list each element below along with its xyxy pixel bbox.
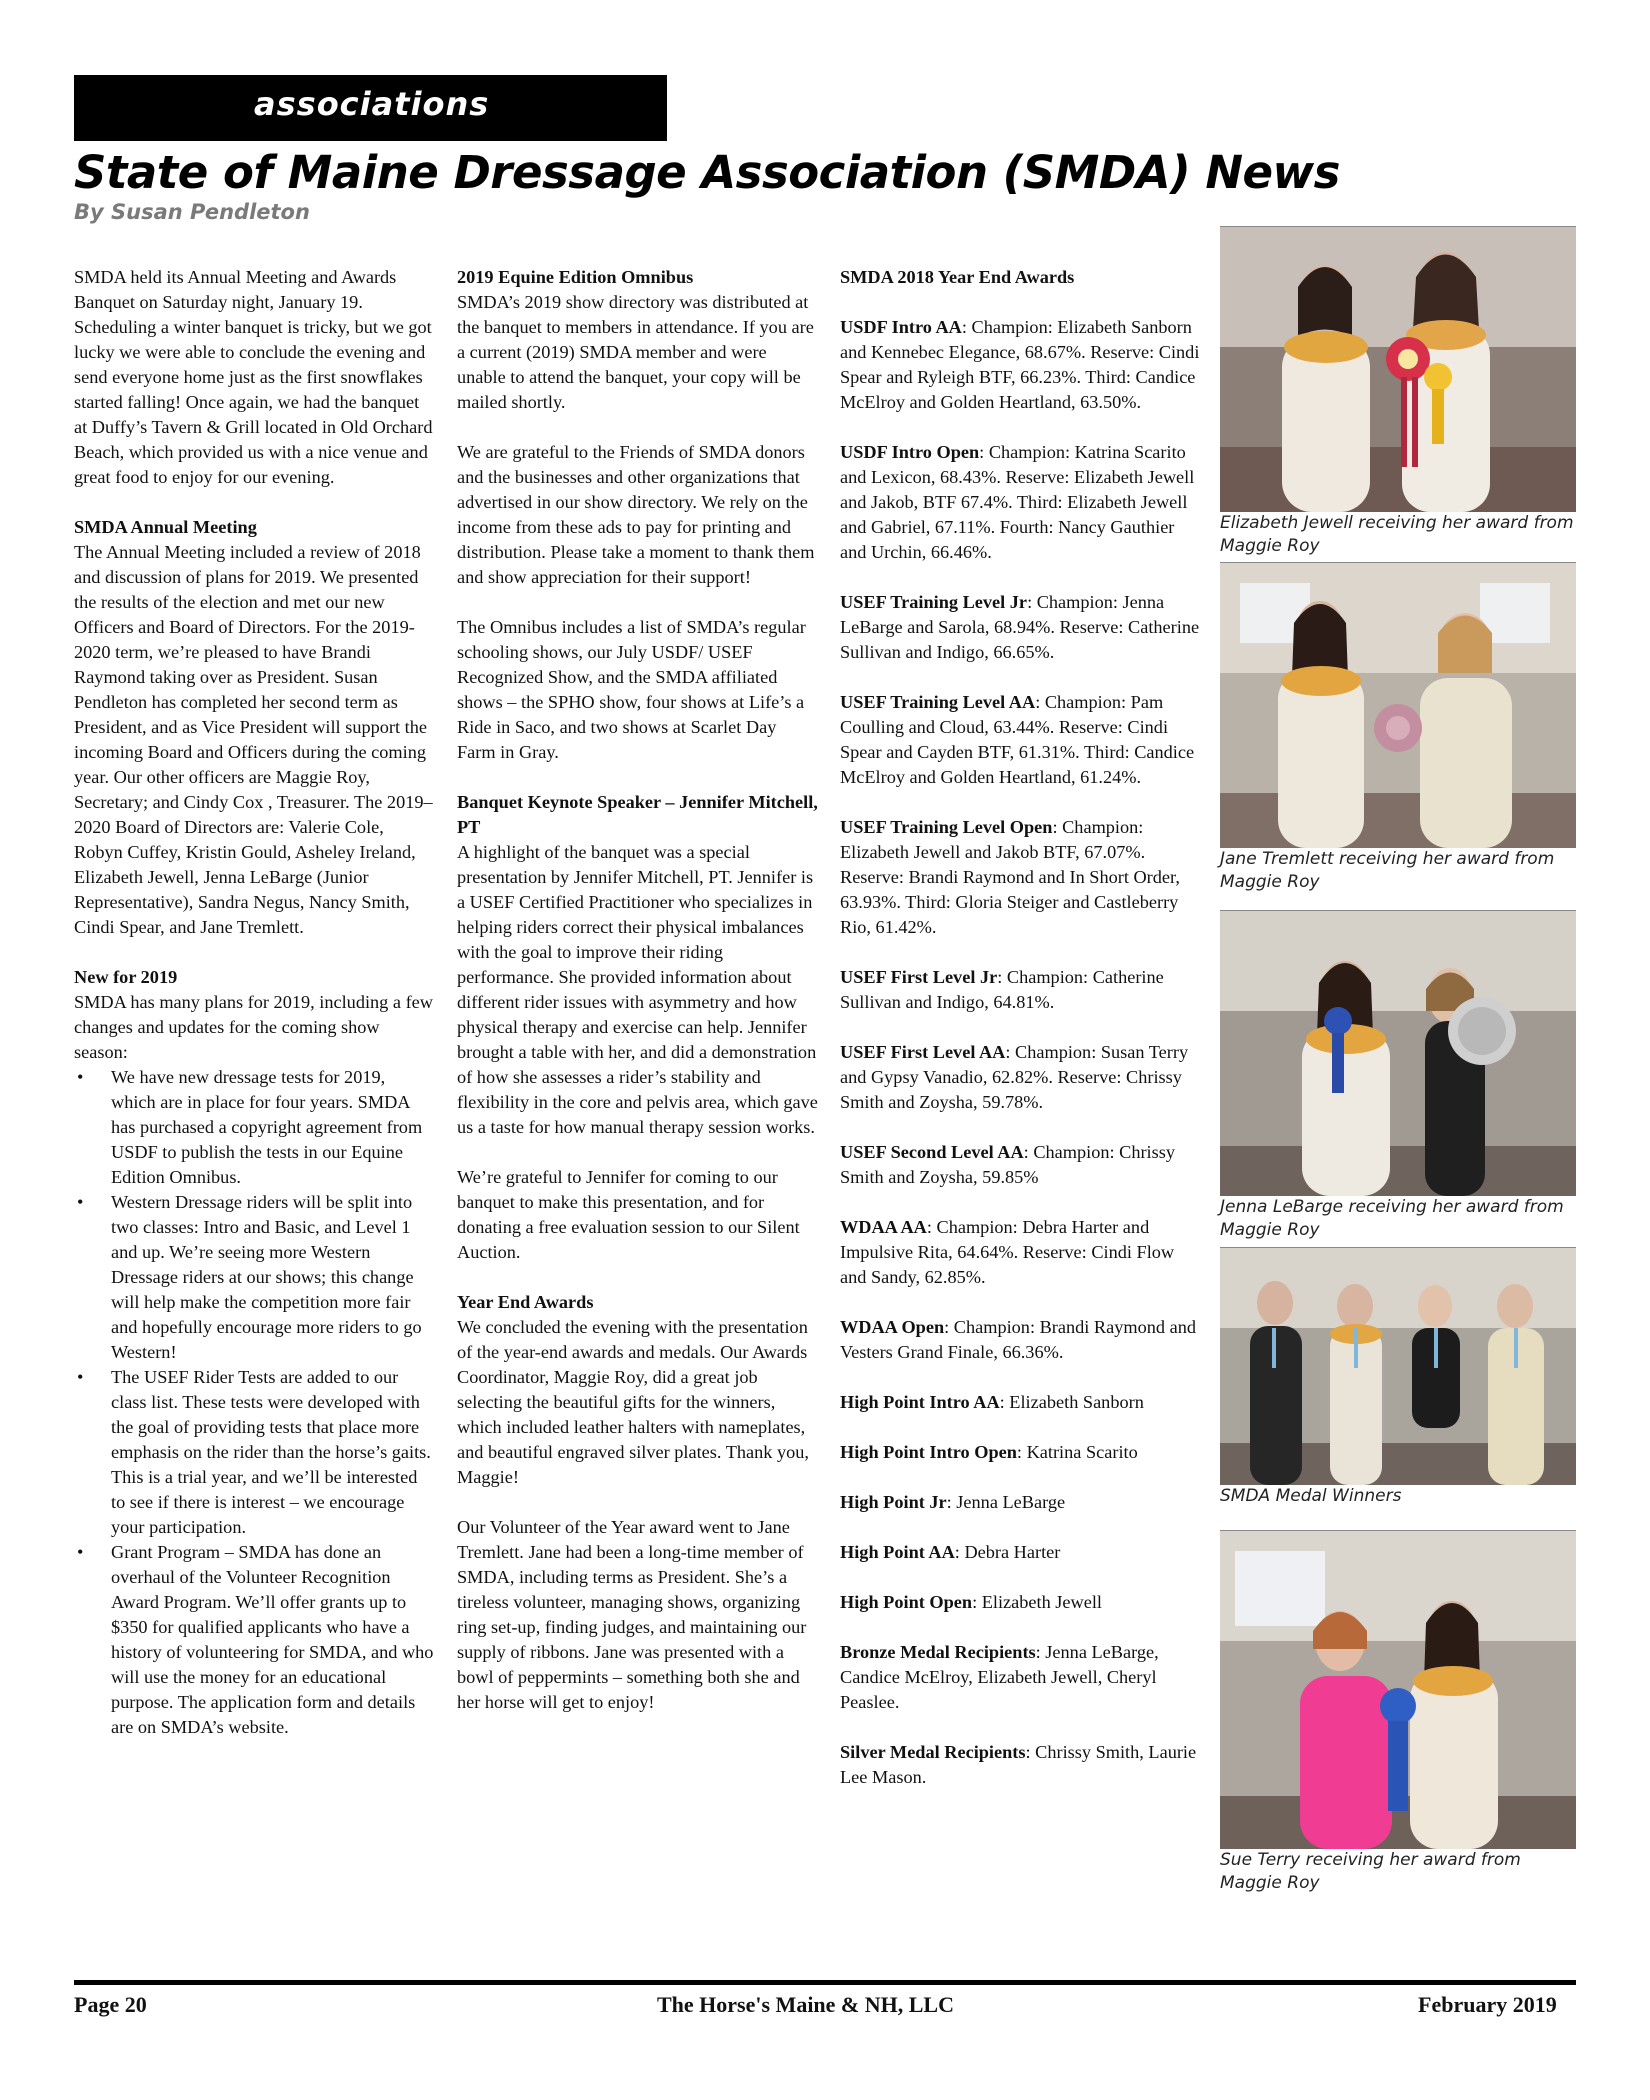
omnibus-list-paragraph: The Omnibus includes a list of SMDA’s regular schooling shows, our July USDF/ USEF Recognized Show, and the SMDA affiliated shows – the SPHO show, four shows at Life’s a Ride in Saco, and two shows at Scarlet Day Farm in Gray. [457,617,806,762]
column-3 [840,265,1202,1815]
keynote-thanks-paragraph: We’re grateful to Jennifer for coming to our banquet to make this presentation, and for donating a free evaluation session to our Silent Auction. [457,1167,800,1262]
high-point-entry: High Point Open: Elizabeth Jewell [840,1592,1103,1612]
high-point-entry: High Point AA: Debra Harter [840,1542,1061,1562]
keynote-paragraph: A highlight of the banquet was a special presentation by Jennifer Mitchell, PT. Jennifer is a USEF Certified Practitioner who specializes in helping riders correct their physical imbalances with the goal to improve their riding performance. She provided information about different rider issues with asymmetry and how physical therapy and exercise can help. Jennifer brought a table with her, and did a demonstration of how she assesses a rider’s stability and flexibility in the core and pelvis area, which gave us a taste for how manual therapy session works. [457,842,818,1137]
column-2 [457,265,819,1740]
annual-meeting-heading: SMDA Annual Meeting [74,517,257,537]
photo-caption: Jenna LeBarge receiving her award from Maggie Roy [1220,1197,1564,1240]
photo-tremlett-award [1220,562,1576,848]
photo-caption: Elizabeth Jewell receiving her award from Maggie Roy [1220,513,1574,556]
plans-list [74,1065,434,1740]
award-entry: USEF Training Level Open: Champion: Elizabeth Jewell and Jakob BTF, 67.07%. Reserve: Brandi Raymond and In Short Order, 63.93%. Third: Gloria Steiger and Castleberry Rio, 61.42%. [840,817,1180,937]
byline: By Susan Pendleton [74,200,310,224]
list-item: • Grant Program – SMDA has done an overhaul of the Volunteer Recognition Award Program. We’ll offer grants up to $350 for qualified applicants who have a history of volunteering for SMDA, and who will use the money for an educational purpose. The application form and details are on SMDA’s website. [74,1540,434,1740]
award-entry: USEF First Level Jr: Champion: Catherine Sullivan and Indigo, 64.81%. [840,967,1164,1012]
annual-meeting-paragraph: The Annual Meeting included a review of 2018 and discussion of plans for 2019. We presented the results of the election and met our new Officers and Board of Directors. For the 2019-2020 term, we’re pleased to have Brandi Raymond taking over as President. Susan Pendleton has completed her second term as President, and as Vice President will support the incoming Board and Officers during the coming year. Our other officers are Maggie Roy, Secretary; and Cindy Cox , Treasurer. The 2019–2020 Board of Directors are: Valerie Cole, Robyn Cuffey, Kristin Gould, Asheley Ireland, Elizabeth Jewell, Jenna LeBarge (Junior Representative), Sandra Negus, Nancy Smith, Cindi Spear, and Jane Tremlett. [74,542,433,937]
sponsors-paragraph: We are grateful to the Friends of SMDA donors and the businesses and other organizations that advertised in our show directory. We rely on the income from these ads to pay for printing and distribution. Please take a moment to thank them and show appreciation for their support! [457,442,815,587]
photo-caption: SMDA Medal Winners [1220,1486,1402,1506]
list-item: • Western Dressage riders will be split into two classes: Intro and Basic, and Level 1 and up. We’re seeing more Western Dressage riders at our shows; this change will help make the competition more fair and hopefully encourage more riders to go Western! [74,1190,434,1365]
award-entry: WDAA AA: Champion: Debra Harter and Impulsive Rita, 64.64%. Reserve: Cindi Flow and Sandy, 62.85%. [840,1217,1175,1287]
article-headline: State of Maine Dressage Association (SMDA) News [74,146,1340,199]
new-for-2019-heading: New for 2019 [74,967,178,987]
keynote-heading: Banquet Keynote Speaker – Jennifer Mitchell, PT [457,792,818,837]
issue-date: February 2019 [1418,1992,1557,2017]
award-entry: USEF First Level AA: Champion: Susan Terry and Gypsy Vanadio, 62.82%. Reserve: Chrissy Smith and Zoysha, 59.78%. [840,1042,1189,1112]
photo-caption: Sue Terry receiving her award from Maggie Roy [1220,1850,1521,1893]
high-point-entry: High Point Intro Open: Katrina Scarito [840,1442,1138,1462]
photo-jewell-award [1220,226,1576,512]
photo-caption: Jane Tremlett receiving her award from Maggie Roy [1220,849,1555,892]
section-label: associations [254,85,490,123]
page-number: Page 20 [74,1992,147,2017]
award-entry: USEF Second Level AA: Champion: Chrissy Smith and Zoysha, 59.85% [840,1142,1176,1187]
new-for-2019-intro: SMDA has many plans for 2019, including a few changes and updates for the coming show season: [74,992,433,1062]
award-entry: USEF Training Level Jr: Champion: Jenna LeBarge and Sarola, 68.94%. Reserve: Catherine Sullivan and Indigo, 66.65%. [840,592,1200,662]
photo-terry-award [1220,1530,1576,1849]
year-end-awards-paragraph: We concluded the evening with the presentation of the year-end awards and medals. Our Awards Coordinator, Maggie Roy, did a great job selecting the beautiful gifts for the winners, which included leather halters with nameplates, and beautiful engraved silver plates. Thank you, Maggie! [457,1317,809,1487]
photo-medal-winners [1220,1247,1576,1485]
bronze-medal-entry: Bronze Medal Recipients: Jenna LeBarge, Candice McElroy, Elizabeth Jewell, Cheryl Peaslee. [840,1642,1159,1712]
award-entry: USEF Training Level AA: Champion: Pam Coulling and Cloud, 63.44%. Reserve: Cindi Spear and Cayden BTF, 61.31%. Third: Candice McElroy and Golden Heartland, 61.24%. [840,692,1195,787]
award-entry: WDAA Open: Champion: Brandi Raymond and Vesters Grand Finale, 66.36%. [840,1317,1196,1362]
section-banner [74,75,667,141]
volunteer-paragraph: Our Volunteer of the Year award went to Jane Tremlett. Jane had been a long-time member of SMDA, including terms as President. She’s a tireless volunteer, managing shows, organizing ring set-up, finding judges, and maintaining our supply of ribbons. Jane was presented with a bowl of peppermints – something both she and her horse will get to enjoy! [457,1517,807,1712]
footer-rule [74,1980,1576,1985]
awards-list-heading: SMDA 2018 Year End Awards [840,267,1075,287]
omnibus-heading: 2019 Equine Edition Omnibus [457,267,694,287]
intro-paragraph: SMDA held its Annual Meeting and Awards Banquet on Saturday night, January 19. Scheduling a winter banquet is tricky, but we got lucky we were able to conclude the evening and send everyone home just as the first snowflakes started falling! Once again, we had the banquet at Duffy’s Tavern & Grill located in Old Orchard Beach, which provided us with a nice venue and great food to enjoy for our evening. [74,267,433,487]
omnibus-paragraph: SMDA’s 2019 show directory was distributed at the banquet to members in attendance. If you are a current (2019) SMDA member and were unable to attend the banquet, your copy will be mailed shortly. [457,292,814,412]
award-entry: USDF Intro Open: Champion: Katrina Scarito and Lexicon, 68.43%. Reserve: Elizabeth Jewell and Jakob, BTF 67.4%. Third: Elizabeth Jewell and Gabriel, 67.11%. Fourth: Nancy Gauthier and Urchin, 66.46%. [840,442,1195,562]
photo-lebarge-award [1220,910,1576,1196]
silver-medal-entry: Silver Medal Recipients: Chrissy Smith, Laurie Lee Mason. [840,1742,1197,1787]
high-point-entry: High Point Jr: Jenna LeBarge [840,1492,1066,1512]
column-1 [74,265,434,1740]
high-point-list [840,1390,1202,1615]
award-entry: USDF Intro AA: Champion: Elizabeth Sanborn and Kennebec Elegance, 68.67%. Reserve: Cindi Spear and Ryleigh BTF, 66.23%. Third: Candice McElroy and Golden Heartland, 63.50%. [840,317,1200,412]
list-item: • The USEF Rider Tests are added to our class list. These tests were developed with the goal of providing tests that place more emphasis on the rider than the horse’s gaits. This is a trial year, and we’ll be interested to see if there is interest – we encourage your participation. [74,1365,434,1540]
list-item: • We have new dressage tests for 2019, which are in place for four years. SMDA has purchased a copyright agreement from USDF to publish the tests in our Equine Edition Omnibus. [74,1065,434,1190]
high-point-entry: High Point Intro AA: Elizabeth Sanborn [840,1392,1144,1412]
year-end-awards-heading: Year End Awards [457,1292,594,1312]
publication-name: The Horse's Maine & NH, LLC [657,1992,954,2017]
